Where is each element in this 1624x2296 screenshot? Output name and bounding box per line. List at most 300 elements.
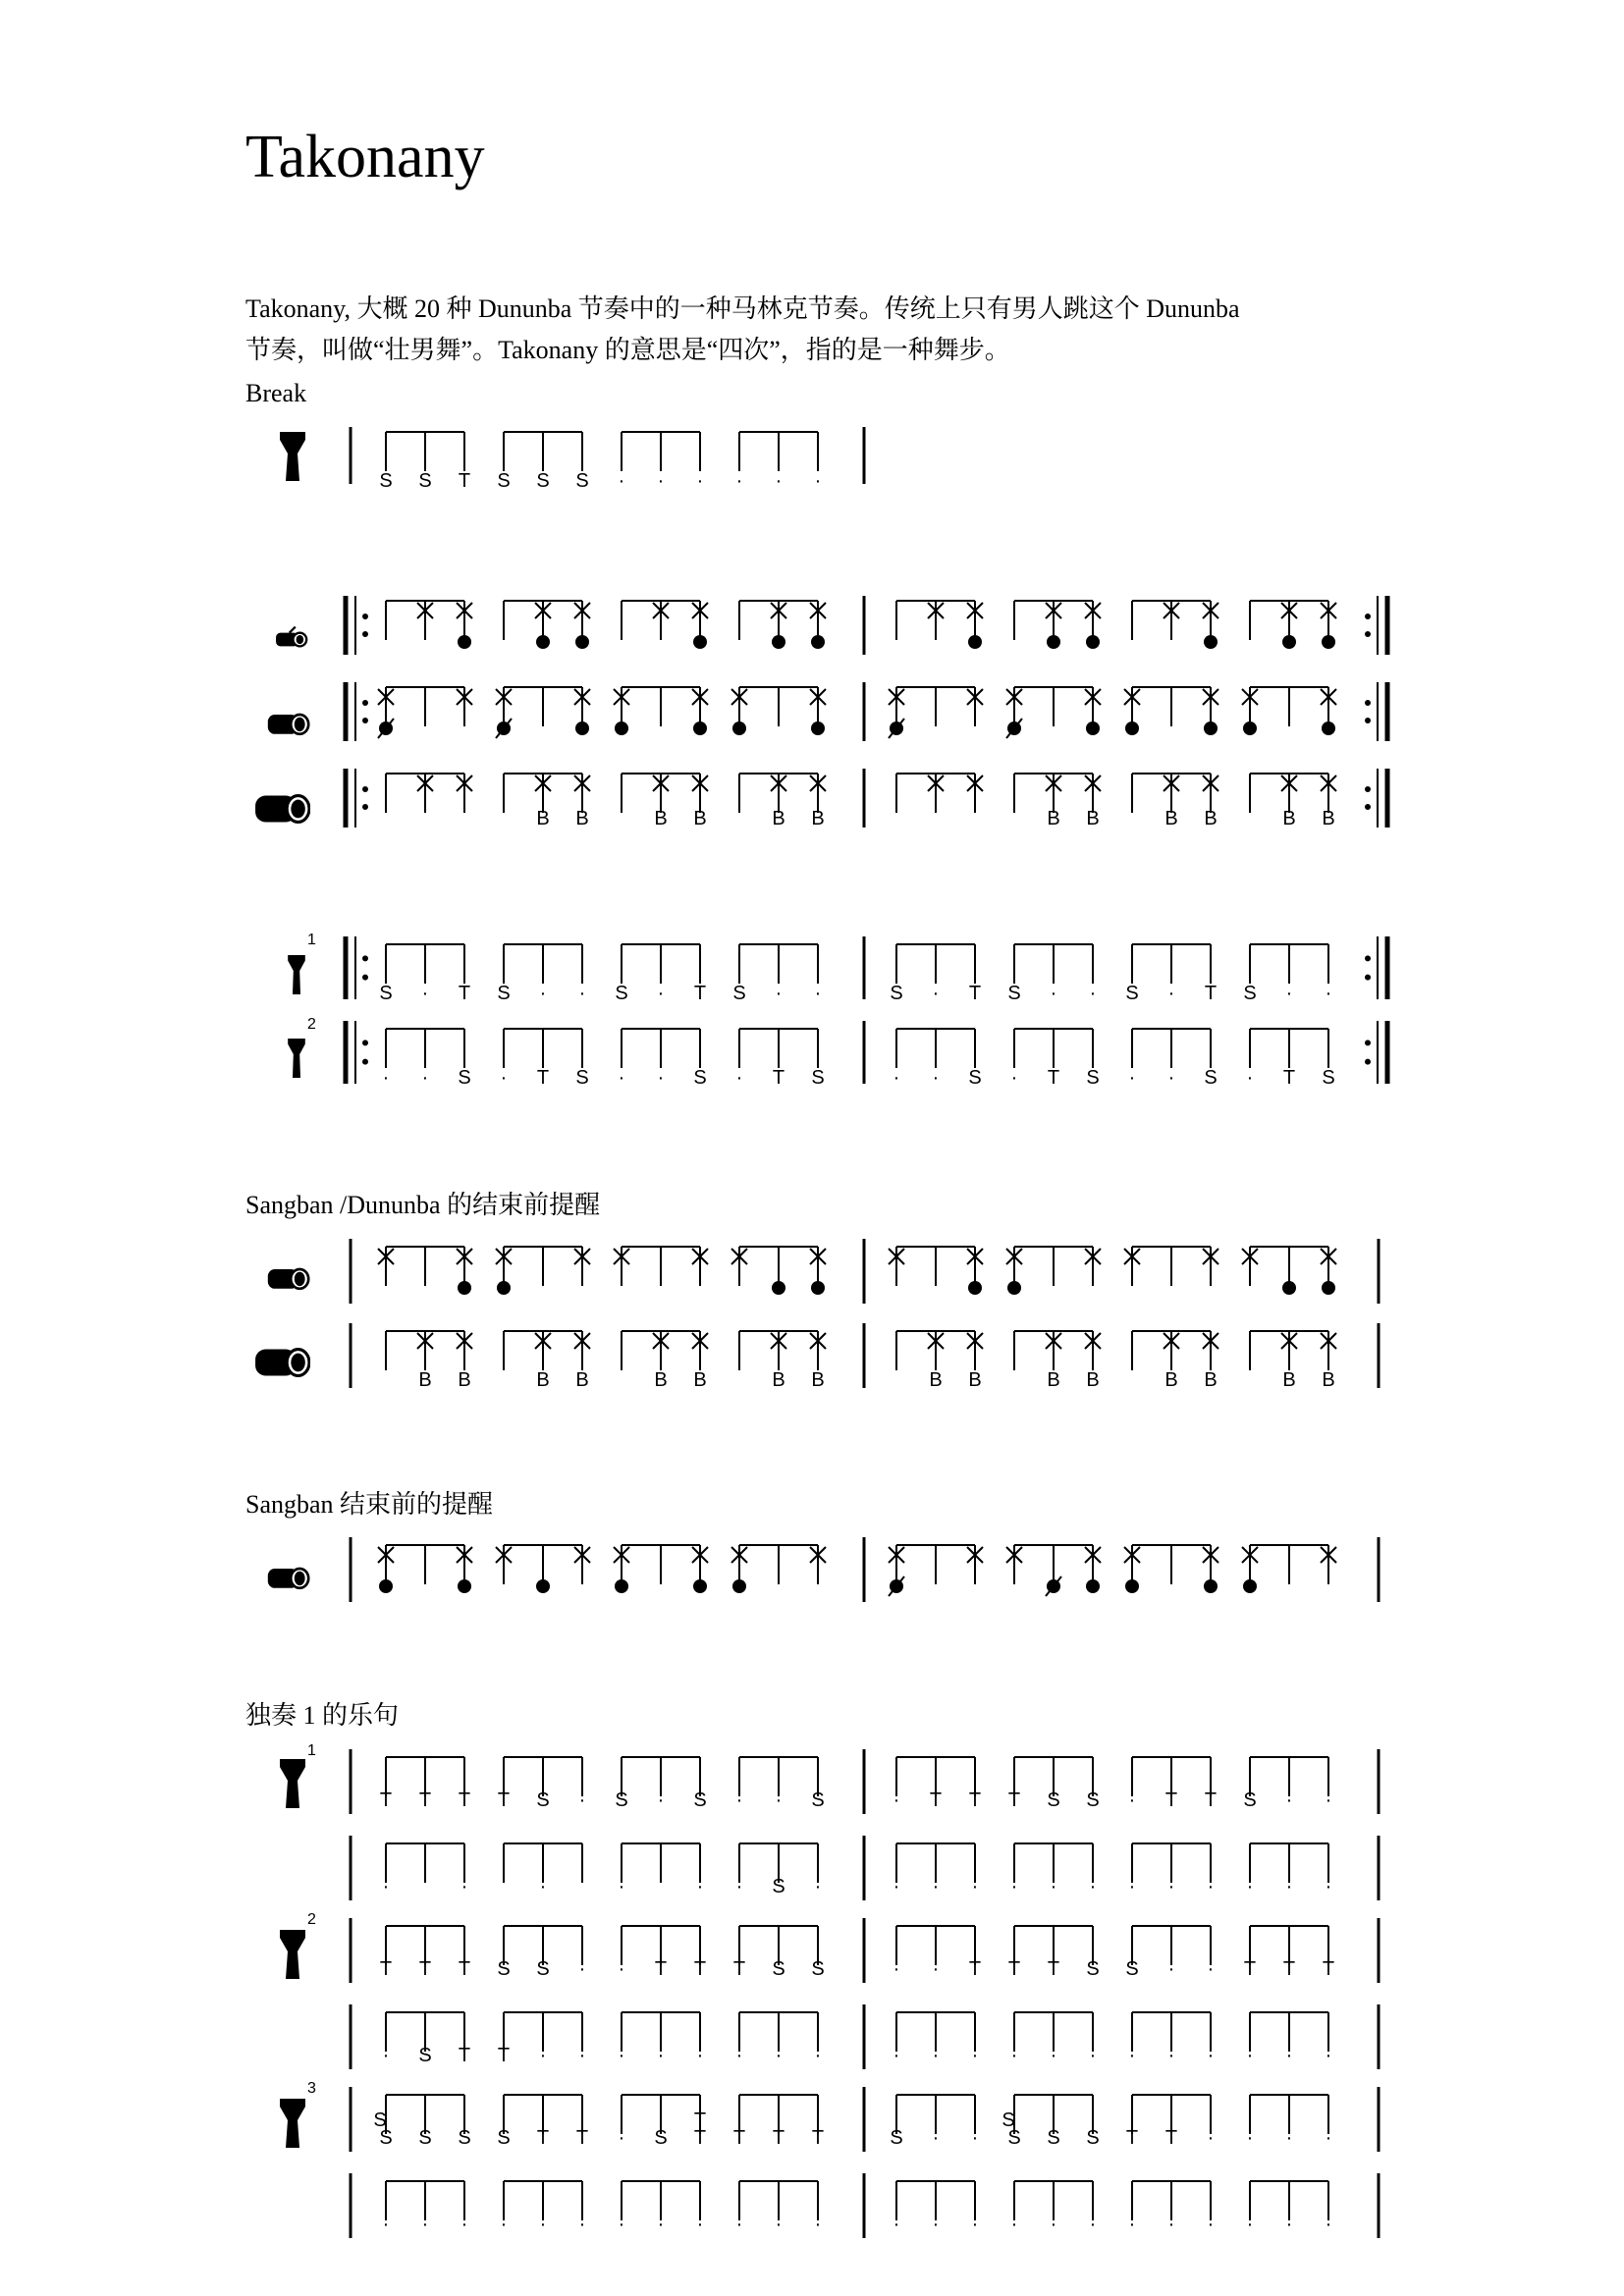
- repeat-dot: [1365, 631, 1371, 637]
- note-symbol: B: [536, 1369, 550, 1391]
- drum-stroke: [458, 1579, 471, 1593]
- note-symbol: ·: [893, 1958, 900, 1980]
- djembe-part-number-1: 1: [307, 932, 316, 948]
- note-symbol: ·: [932, 983, 940, 1004]
- drum-stroke: [693, 635, 707, 649]
- note-symbol: ·: [1207, 1876, 1215, 1897]
- note-symbol: S: [458, 1067, 471, 1089]
- drum-stroke: [772, 635, 785, 649]
- note-symbol: S: [418, 2045, 432, 2066]
- section-label-break: Break: [245, 379, 307, 407]
- note-symbol: S: [772, 1958, 785, 1980]
- note-symbol: ·: [932, 1067, 940, 1089]
- note-symbol: B: [1322, 808, 1335, 829]
- repeat-dot: [1365, 975, 1371, 981]
- note-symbol: ·: [814, 470, 822, 492]
- note-symbol: ·: [814, 2045, 822, 2066]
- note-symbol: T: [1204, 983, 1218, 1004]
- repeat-dot: [1365, 786, 1371, 792]
- note-symbol: S: [1125, 983, 1139, 1004]
- note-symbol: ·: [1167, 983, 1175, 1004]
- note-symbol: ·: [1089, 1876, 1097, 1897]
- drum-stroke: [811, 635, 825, 649]
- note-symbol: S: [1047, 1789, 1060, 1811]
- note-symbol: T: [497, 1789, 511, 1811]
- note-symbol: ·: [775, 1789, 783, 1811]
- note-symbol: T: [968, 1789, 982, 1811]
- note-symbol: T: [1243, 1958, 1257, 1980]
- note-symbol: ·: [1010, 2045, 1018, 2066]
- note-symbol: T: [772, 1067, 785, 1089]
- note-symbol: S: [379, 470, 393, 492]
- note-symbol: ·: [618, 1876, 625, 1897]
- djembe-icon: [280, 2099, 305, 2148]
- note-symbol: ·: [775, 983, 783, 1004]
- note-symbol: T: [379, 1958, 393, 1980]
- note-symbol: S: [575, 1067, 589, 1089]
- note-symbol: T: [1047, 1958, 1060, 1980]
- note-symbol: S: [379, 2127, 393, 2149]
- note-symbol: S: [1047, 2127, 1060, 2149]
- note-symbol: S: [497, 983, 511, 1004]
- note-symbol: B: [654, 808, 668, 829]
- drum-stroke: [1282, 635, 1296, 649]
- note-symbol: ·: [971, 1876, 979, 1897]
- note-symbol: ·: [382, 1067, 390, 1089]
- note-symbol: ·: [539, 2045, 547, 2066]
- repeat-dot: [1365, 700, 1371, 706]
- note-symbol: S: [373, 2109, 387, 2131]
- note-symbol: T: [458, 2045, 471, 2066]
- note-symbol: B: [654, 1369, 668, 1391]
- note-symbol: ·: [618, 2214, 625, 2235]
- note-symbol: ·: [618, 470, 625, 492]
- note-symbol: ·: [1325, 2127, 1332, 2149]
- note-symbol: ·: [1167, 2045, 1175, 2066]
- note-symbol: ·: [735, 1067, 743, 1089]
- note-symbol: ·: [735, 2214, 743, 2235]
- note-symbol: ·: [1285, 2045, 1293, 2066]
- note-symbol: T: [1164, 2127, 1178, 2149]
- djembe-part-number-2: 2: [307, 1016, 316, 1033]
- note-symbol: S: [379, 983, 393, 1004]
- note-symbol: B: [1282, 808, 1296, 829]
- note-symbol: ·: [696, 470, 704, 492]
- note-symbol: B: [1086, 1369, 1100, 1391]
- drum-stroke: [968, 635, 982, 649]
- note-symbol: B: [693, 1369, 707, 1391]
- drum-stroke: [1125, 721, 1139, 735]
- note-symbol: S: [1007, 2127, 1021, 2149]
- note-symbol: ·: [657, 470, 665, 492]
- section-label-sangban-dununba: Sangban /Dununba 的结束前提醒: [245, 1191, 601, 1219]
- note-symbol: T: [1204, 1789, 1218, 1811]
- note-symbol: ·: [1167, 1876, 1175, 1897]
- note-symbol: ·: [1246, 2214, 1254, 2235]
- note-symbol: T: [379, 1789, 393, 1811]
- note-symbol: ·: [500, 1067, 508, 1089]
- sangban-icon: [268, 1269, 308, 1289]
- note-symbol: ·: [971, 2127, 979, 2149]
- note-symbol: ·: [1010, 1876, 1018, 1897]
- drum-stroke: [1322, 721, 1335, 735]
- note-symbol: ·: [932, 2214, 940, 2235]
- note-symbol: ·: [578, 1958, 586, 1980]
- note-symbol: T: [693, 2127, 707, 2149]
- note-symbol: S: [536, 1789, 550, 1811]
- drum-stroke: [458, 1281, 471, 1295]
- note-symbol: T: [418, 1958, 432, 1980]
- note-symbol: ·: [1246, 2127, 1254, 2149]
- note-symbol: S: [458, 2127, 471, 2149]
- note-symbol: ·: [421, 983, 429, 1004]
- note-symbol: B: [1164, 1369, 1178, 1391]
- note-symbol: S: [418, 470, 432, 492]
- note-symbol: ·: [657, 2045, 665, 2066]
- note-symbol: S: [693, 1789, 707, 1811]
- intro-line-2: 节奏，叫做“壮男舞”。Takonany 的意思是“四次”，指的是一种舞步。: [245, 336, 1010, 364]
- note-symbol: T: [536, 2127, 550, 2149]
- section-label-solo-1: 独奏 1 的乐句: [245, 1701, 400, 1730]
- note-symbol: B: [1282, 1369, 1296, 1391]
- drum-stroke: [1086, 635, 1100, 649]
- note-symbol: S: [772, 1876, 785, 1897]
- note-symbol: ·: [814, 2214, 822, 2235]
- note-symbol: T: [1282, 1958, 1296, 1980]
- note-symbol: S: [732, 983, 746, 1004]
- repeat-dot: [362, 718, 368, 723]
- note-symbol: ·: [1325, 1876, 1332, 1897]
- note-symbol: T: [693, 2109, 707, 2131]
- drum-stroke: [1322, 1281, 1335, 1295]
- drum-stroke: [1007, 1281, 1021, 1295]
- repeat-dot: [362, 1040, 368, 1045]
- repeat-dot: [362, 1059, 368, 1065]
- note-symbol: B: [575, 1369, 589, 1391]
- note-symbol: T: [458, 470, 471, 492]
- note-symbol: T: [693, 1958, 707, 1980]
- solo-number-1: 1: [307, 1742, 316, 1759]
- note-symbol: S: [1001, 2109, 1015, 2131]
- repeat-dot: [1365, 718, 1371, 723]
- note-symbol: ·: [1167, 2214, 1175, 2235]
- note-symbol: S: [968, 1067, 982, 1089]
- note-symbol: ·: [735, 2045, 743, 2066]
- drum-stroke: [1204, 1579, 1218, 1593]
- note-symbol: B: [693, 808, 707, 829]
- drum-stroke: [575, 721, 589, 735]
- repeat-dot: [362, 975, 368, 981]
- note-symbol: ·: [1050, 2214, 1057, 2235]
- drum-stroke: [811, 721, 825, 735]
- repeat-dot: [1365, 614, 1371, 619]
- note-symbol: ·: [657, 1067, 665, 1089]
- note-symbol: T: [536, 1067, 550, 1089]
- note-symbol: B: [1204, 808, 1218, 829]
- note-symbol: ·: [460, 2214, 468, 2235]
- note-symbol: ·: [1010, 1067, 1018, 1089]
- repeat-dot: [362, 631, 368, 637]
- drum-stroke: [458, 635, 471, 649]
- note-symbol: T: [418, 1789, 432, 1811]
- note-symbol: ·: [775, 2045, 783, 2066]
- note-symbol: S: [1204, 1067, 1218, 1089]
- drum-stroke: [497, 1281, 511, 1295]
- note-symbol: S: [615, 983, 628, 1004]
- page-title: Takonany: [245, 124, 485, 190]
- drum-stroke: [811, 1281, 825, 1295]
- note-symbol: B: [929, 1369, 943, 1391]
- note-symbol: T: [575, 2127, 589, 2149]
- drum-stroke: [1204, 635, 1218, 649]
- note-symbol: B: [1322, 1369, 1335, 1391]
- note-symbol: S: [1007, 983, 1021, 1004]
- intro-line-1: Takonany, 大概 20 种 Dununba 节奏中的一种马林克节奏。传统上只有男人跳这个 Dununba: [245, 294, 1240, 323]
- drum-stroke: [1322, 635, 1335, 649]
- note-symbol: ·: [618, 1067, 625, 1089]
- note-symbol: ·: [735, 1876, 743, 1897]
- note-symbol: S: [1086, 1789, 1100, 1811]
- djembe-icon: [288, 955, 305, 994]
- note-symbol: T: [811, 2127, 825, 2149]
- note-symbol: T: [1322, 1958, 1335, 1980]
- drum-stroke: [1282, 1281, 1296, 1295]
- note-symbol: ·: [1050, 983, 1057, 1004]
- note-symbol: ·: [696, 2214, 704, 2235]
- dununba-icon: [255, 796, 309, 823]
- note-symbol: B: [772, 808, 785, 829]
- note-symbol: ·: [618, 2127, 625, 2149]
- note-symbol: T: [458, 983, 471, 1004]
- note-symbol: ·: [1167, 1958, 1175, 1980]
- drum-stroke: [732, 1579, 746, 1593]
- note-symbol: ·: [618, 2045, 625, 2066]
- note-symbol: ·: [1207, 2214, 1215, 2235]
- note-symbol: ·: [382, 2045, 390, 2066]
- note-symbol: ·: [1050, 2045, 1057, 2066]
- note-symbol: S: [654, 2127, 668, 2149]
- note-symbol: T: [929, 1789, 943, 1811]
- note-symbol: ·: [893, 2045, 900, 2066]
- note-symbol: B: [1047, 808, 1060, 829]
- repeat-dot: [362, 955, 368, 961]
- note-symbol: B: [1047, 1369, 1060, 1391]
- dununba-icon: [255, 1350, 309, 1376]
- kenkeni-icon: [276, 627, 306, 647]
- note-symbol: ·: [735, 470, 743, 492]
- note-symbol: ·: [1285, 2214, 1293, 2235]
- note-symbol: T: [1007, 1958, 1021, 1980]
- note-symbol: ·: [657, 1789, 665, 1811]
- drum-stroke: [615, 721, 628, 735]
- note-symbol: B: [968, 1369, 982, 1391]
- note-symbol: ·: [500, 2214, 508, 2235]
- note-symbol: ·: [814, 1876, 822, 1897]
- note-symbol: ·: [578, 2214, 586, 2235]
- note-symbol: ·: [971, 2214, 979, 2235]
- note-symbol: ·: [1285, 1876, 1293, 1897]
- repeat-dot: [1365, 804, 1371, 810]
- note-symbol: B: [458, 1369, 471, 1391]
- note-symbol: S: [536, 1958, 550, 1980]
- note-symbol: ·: [1128, 1789, 1136, 1811]
- drum-stroke: [693, 721, 707, 735]
- note-symbol: ·: [1128, 2045, 1136, 2066]
- drum-stroke: [615, 1579, 628, 1593]
- note-symbol: ·: [893, 1067, 900, 1089]
- note-symbol: ·: [893, 1876, 900, 1897]
- repeat-dot: [1365, 955, 1371, 961]
- note-symbol: ·: [735, 1789, 743, 1811]
- note-symbol: S: [811, 1789, 825, 1811]
- note-symbol: ·: [657, 983, 665, 1004]
- drum-stroke: [772, 1281, 785, 1295]
- note-symbol: ·: [1285, 1789, 1293, 1811]
- note-symbol: S: [890, 983, 903, 1004]
- note-symbol: S: [497, 470, 511, 492]
- drum-stroke: [1243, 721, 1257, 735]
- sangban-icon: [268, 1569, 308, 1588]
- repeat-dot: [362, 786, 368, 792]
- drum-stroke: [1086, 721, 1100, 735]
- note-symbol: ·: [932, 2045, 940, 2066]
- note-symbol: ·: [578, 2045, 586, 2066]
- note-symbol: S: [418, 2127, 432, 2149]
- drum-stroke: [536, 635, 550, 649]
- note-symbol: ·: [539, 983, 547, 1004]
- note-symbol: ·: [382, 2214, 390, 2235]
- note-symbol: B: [772, 1369, 785, 1391]
- drum-stroke: [1047, 635, 1060, 649]
- sangban-icon: [268, 715, 308, 734]
- note-symbol: S: [1086, 1958, 1100, 1980]
- note-symbol: T: [968, 983, 982, 1004]
- note-symbol: B: [811, 808, 825, 829]
- note-symbol: ·: [539, 1876, 547, 1897]
- note-symbol: B: [1164, 808, 1178, 829]
- note-symbol: ·: [1207, 2127, 1215, 2149]
- drum-stroke: [1204, 721, 1218, 735]
- solo-number-2: 2: [307, 1911, 316, 1928]
- repeat-dot: [1365, 1040, 1371, 1045]
- note-symbol: S: [615, 1789, 628, 1811]
- note-symbol: ·: [1285, 2127, 1293, 2149]
- note-symbol: S: [1243, 983, 1257, 1004]
- note-symbol: T: [654, 1958, 668, 1980]
- note-symbol: ·: [618, 1958, 625, 1980]
- note-symbol: S: [536, 470, 550, 492]
- note-symbol: T: [1007, 1789, 1021, 1811]
- drum-stroke: [1125, 1579, 1139, 1593]
- drum-stroke: [732, 721, 746, 735]
- drum-stroke: [693, 1579, 707, 1593]
- repeat-dot: [1365, 1059, 1371, 1065]
- note-symbol: ·: [421, 2214, 429, 2235]
- note-symbol: T: [458, 1958, 471, 1980]
- note-symbol: S: [890, 2127, 903, 2149]
- note-symbol: ·: [578, 983, 586, 1004]
- note-symbol: ·: [971, 2045, 979, 2066]
- note-symbol: S: [1086, 2127, 1100, 2149]
- note-symbol: ·: [1089, 2045, 1097, 2066]
- djembe-icon: [280, 1930, 305, 1979]
- note-symbol: ·: [1050, 1876, 1057, 1897]
- note-symbol: S: [693, 1067, 707, 1089]
- note-symbol: T: [732, 2127, 746, 2149]
- note-symbol: ·: [1246, 1067, 1254, 1089]
- note-symbol: ·: [1325, 983, 1332, 1004]
- note-symbol: ·: [932, 1876, 940, 1897]
- note-symbol: B: [575, 808, 589, 829]
- note-symbol: ·: [932, 2127, 940, 2149]
- note-symbol: T: [1125, 2127, 1139, 2149]
- note-symbol: T: [458, 1789, 471, 1811]
- note-symbol: T: [732, 1958, 746, 1980]
- note-symbol: ·: [893, 2214, 900, 2235]
- drum-stroke: [1086, 1579, 1100, 1593]
- note-symbol: S: [1322, 1067, 1335, 1089]
- note-symbol: B: [536, 808, 550, 829]
- note-symbol: S: [811, 1067, 825, 1089]
- note-symbol: T: [693, 983, 707, 1004]
- drum-stroke: [536, 1579, 550, 1593]
- note-symbol: S: [1243, 1789, 1257, 1811]
- drum-stroke: [968, 1281, 982, 1295]
- note-symbol: ·: [1128, 1067, 1136, 1089]
- drum-stroke: [575, 635, 589, 649]
- note-symbol: T: [497, 2045, 511, 2066]
- note-symbol: ·: [775, 470, 783, 492]
- note-symbol: ·: [1089, 2214, 1097, 2235]
- repeat-dot: [362, 700, 368, 706]
- note-symbol: ·: [421, 1067, 429, 1089]
- note-symbol: S: [497, 2127, 511, 2149]
- note-symbol: ·: [1167, 1067, 1175, 1089]
- note-symbol: ·: [539, 2214, 547, 2235]
- note-symbol: T: [1164, 1789, 1178, 1811]
- note-symbol: ·: [1285, 983, 1293, 1004]
- note-symbol: ·: [932, 1958, 940, 1980]
- note-symbol: ·: [1207, 2045, 1215, 2066]
- note-symbol: ·: [1246, 1876, 1254, 1897]
- note-symbol: B: [811, 1369, 825, 1391]
- drum-stroke: [1243, 1579, 1257, 1593]
- note-symbol: ·: [460, 1876, 468, 1897]
- note-symbol: ·: [1128, 1876, 1136, 1897]
- note-symbol: ·: [696, 1876, 704, 1897]
- note-symbol: ·: [775, 2214, 783, 2235]
- note-symbol: T: [1282, 1067, 1296, 1089]
- note-symbol: T: [968, 1958, 982, 1980]
- djembe-icon: [280, 1759, 305, 1808]
- note-symbol: T: [1047, 1067, 1060, 1089]
- note-symbol: ·: [1246, 2045, 1254, 2066]
- note-symbol: S: [1086, 1067, 1100, 1089]
- notation-staves: [346, 427, 1387, 2238]
- note-symbol: S: [811, 1958, 825, 1980]
- note-symbol: B: [418, 1369, 432, 1391]
- note-symbol: B: [1086, 808, 1100, 829]
- repeat-dot: [362, 614, 368, 619]
- note-symbol: ·: [893, 1789, 900, 1811]
- note-symbol: ·: [1325, 2045, 1332, 2066]
- repeat-dot: [362, 804, 368, 810]
- note-symbol: ·: [657, 2214, 665, 2235]
- note-symbol: S: [575, 470, 589, 492]
- note-symbol: ·: [814, 983, 822, 1004]
- djembe-icon: [280, 432, 305, 481]
- note-symbol: ·: [382, 1876, 390, 1897]
